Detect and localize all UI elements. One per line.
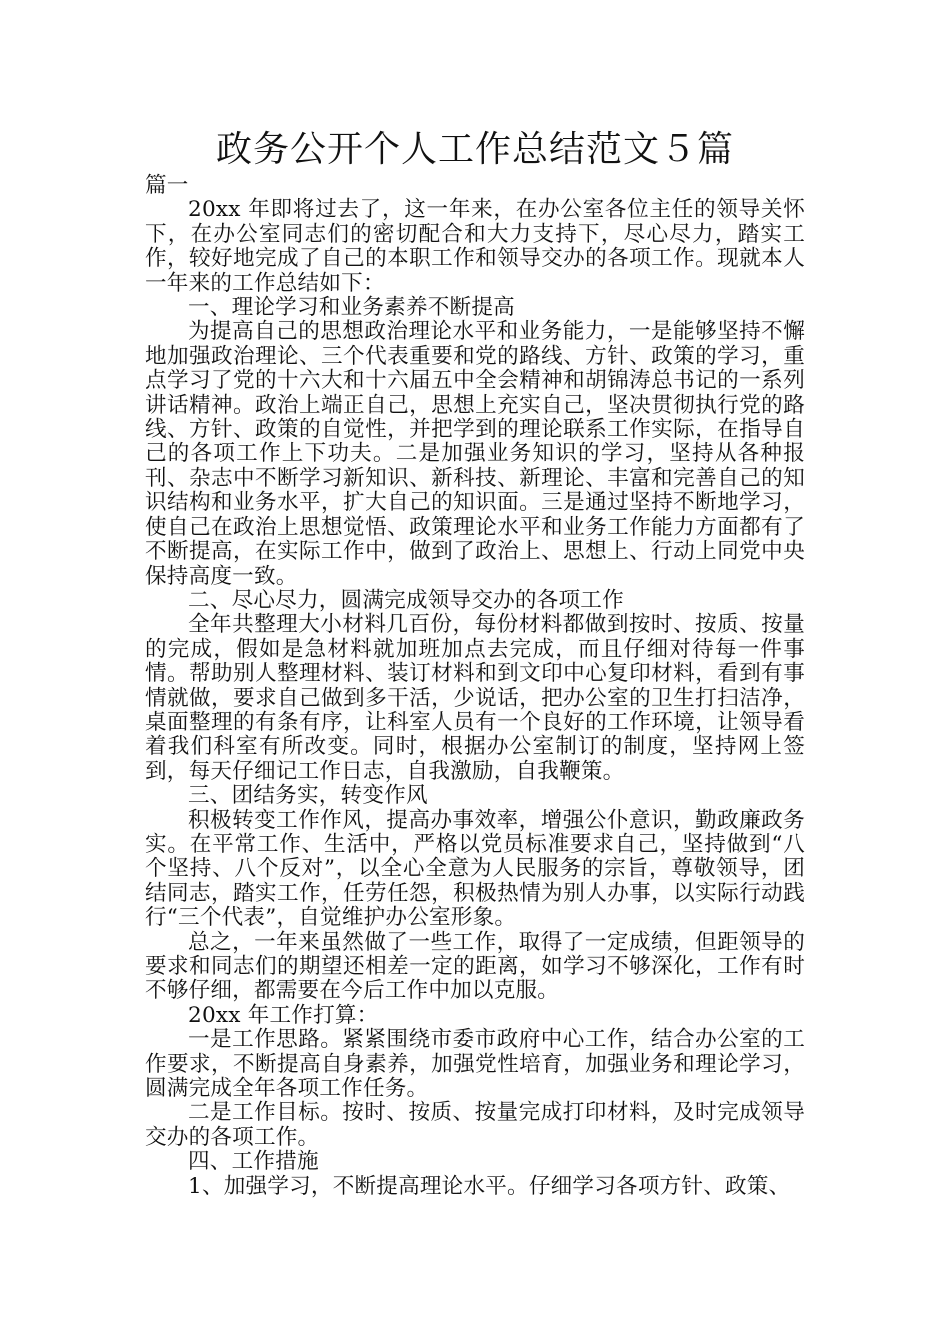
section-label: 篇一: [145, 173, 189, 198]
paragraph: 二是工作目标。按时、按质、按量完成打印材料，及时完成领导交办的各项工作。: [145, 1100, 805, 1150]
paragraph: 为提高自己的思想政治理论水平和业务能力，一是能够坚持不懈地加强政治理论、三个代表重要和党的路线、方针、政策的学习，重点学习了党的十六大和十六届五中全会精神和胡锦涛总书记的一系列讲话精神。政治上端正自己，思想上充实自己，坚决贯彻执行党的路线、方针、政策的自觉性，并把学到的理论联系工作实际，在指导自己的各项工作上下功夫。二是加强业务知识的学习，坚持从各种报刊、杂志中不断学习新知识、新科技、新理论、丰富和完善自己的知识结构和业务水平，扩大自己的知识面。三是通过坚持不断地学习，使自己在政治上思想觉悟、政策理论水平和业务工作能力方面都有了不断提高，在实际工作中，做到了政治上、思想上、行动上同党中央保持高度一致。: [145, 319, 805, 589]
section-heading: 20xx 年工作打算：: [188, 1002, 379, 1028]
paragraph: 1、加强学习，不断提高理论水平。仔细学习各项方针、政策、: [188, 1173, 791, 1199]
paragraph: 总之，一年来虽然做了一些工作，取得了一定成绩，但距领导的要求和同志们的期望还相差一定的距离，如学习不够深化，工作有时不够仔细，都需要在今后工作中加以克服。: [145, 929, 805, 1004]
section-heading: 二、尽心尽力，圆满完成领导交办的各项工作: [188, 587, 624, 613]
document-body: [145, 174, 805, 1199]
paragraph: 一是工作思路。紧紧围绕市委市政府中心工作，结合办公室的工作要求，不断提高自身素养，加强党性培育，加强业务和理论学习，圆满完成全年各项工作任务。: [145, 1027, 805, 1102]
section-heading: 四、工作措施: [188, 1149, 319, 1175]
document-title: 政务公开个人工作总结范文５篇: [215, 129, 734, 170]
paragraph: 积极转变工作作风，提高办事效率，增强公仆意识，勤政廉政务实。在平常工作、生活中，严格以党员标准要求自己，坚持做到“八个坚持、八个反对”，以全心全意为人民服务的宗旨，尊敬领导，团结同志，踏实工作，任劳任怨，积极热情为别人办事，以实际行动践行“三个代表”，自觉维护办公室形象。: [145, 807, 805, 931]
paragraph: 全年共整理大小材料几百份，每份材料都做到按时、按质、按量的完成，假如是急材料就加班加点去完成，而且仔细对待每一件事情。帮助别人整理材料、装订材料和到文印中心复印材料，看到有事情就做，要求自己做到多干活，少说话，把办公室的卫生打扫洁净，桌面整理的有条有序，让科室人员有一个良好的工作环境，让领导看着我们科室有所改变。同时，根据办公室制订的制度，坚持网上签到，每天仔细记工作日志，自我激励，自我鞭策。: [145, 612, 805, 784]
section-heading: 三、团结务实，转变作风: [188, 783, 428, 809]
section-heading: 一、理论学习和业务素养不断提高: [188, 295, 515, 321]
paragraph: 20xx 年即将过去了，这一年来，在办公室各位主任的领导关怀下，在办公室同志们的密切配合和大力支持下，尽心尽力，踏实工作，较好地完成了自己的本职工作和领导交办的各项工作。现就本人一年来的工作总结如下：: [145, 197, 805, 296]
